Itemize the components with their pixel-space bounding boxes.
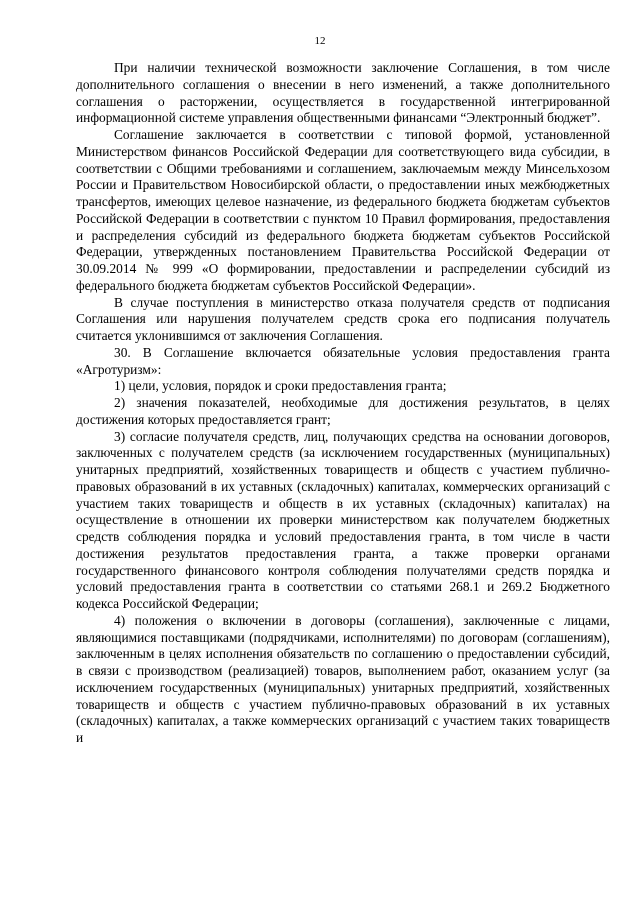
list-item-3: 3) согласие получателя средств, лиц, получающих средства на основании договоров, заключенных с получателем средств (за исключением государственных (муниципальных) унитарных предприятий, хозяйственных товариществ и обществ с участием публично-правовых образований в их уставных (складочных) капиталах, коммерческих организаций с участием таких товариществ и обществ в их уставных (складочных) капиталах) на осуществление в отношении их проверки министерством как получателем бюджетных средств соблюдения порядка и условий предоставления гранта, в том числе в части достижения результатов предоставления гранта, а также проверки органами государственного финансового контроля соблюдения получателями средств порядка и условий предоставления гранта в соответствии со статьями 268.1 и 269.2 Бюджетного кодекса Российской Федерации; — [76, 428, 610, 611]
list-item-4: 4) положения о включении в договоры (соглашения), заключенные с лицами, являющимися поставщиками (подрядчиками, исполнителями) по договорам (соглашениям), заключенным в целях исполнения обязательств по соглашению о предоставлении субсидий, в связи с производством (реализацией) товаров, выполнением работ, оказанием услуг (за исключением государственных (муниципальных) унитарных предприятий, хозяйственных товариществ и обществ с участием публично-правовых образований в их уставных (складочных) капиталах, а также коммерческих организаций с участием таких товариществ и — [76, 612, 610, 745]
list-item-1: 1) цели, условия, порядок и сроки предоставления гранта; — [114, 378, 447, 394]
document-body — [76, 60, 610, 747]
paragraph-refusal: В случае поступления в министерство отказа получателя средств от подписания Соглашения или нарушения получателем средств срока его подписания получатель считается уклонившимся от заключения Соглашения. — [76, 294, 610, 343]
paragraph-standard-form: Соглашение заключается в соответствии с типовой формой, установленной Министерством финансов Российской Федерации для соответствующего вида субсидии, в соответствии с Общими требованиями и соглашением, заключаемым между Минсельхозом России и Правительством Новосибирской области, о предоставлении иных межбюджетных трансфертов, имеющих целевое назначение, из федерального бюджета бюджетам субъектов Российской Федерации в соответствии с пунктом 10 Правил формирования, предоставления и распределения субсидий из федерального бюджета бюджетам субъектов Российской Федерации, утвержденных постановлением Правительства Российской Федерации от 30.09.2014 № 999 «О формировании, предоставлении и распределении субсидий из федерального бюджета бюджетам субъектов Российской Федерации». — [76, 127, 610, 293]
page-number: 12 — [314, 35, 326, 47]
paragraph-clause-30: 30. В Соглашение включается обязательные условия предоставления гранта «Агротуризм»: — [76, 344, 610, 377]
paragraph-electronic-budget: При наличии технической возможности заключение Соглашения, в том числе дополнительного соглашения о внесении в него изменений, а также дополнительного соглашения о расторжении, осуществляется в государственной интегрированной информационной системе управления общественными финансами “Электронный бюджет”. — [76, 60, 610, 126]
list-item-2: 2) значения показателей, необходимые для достижения результатов, в целях достижения которых предоставляется грант; — [76, 395, 610, 427]
